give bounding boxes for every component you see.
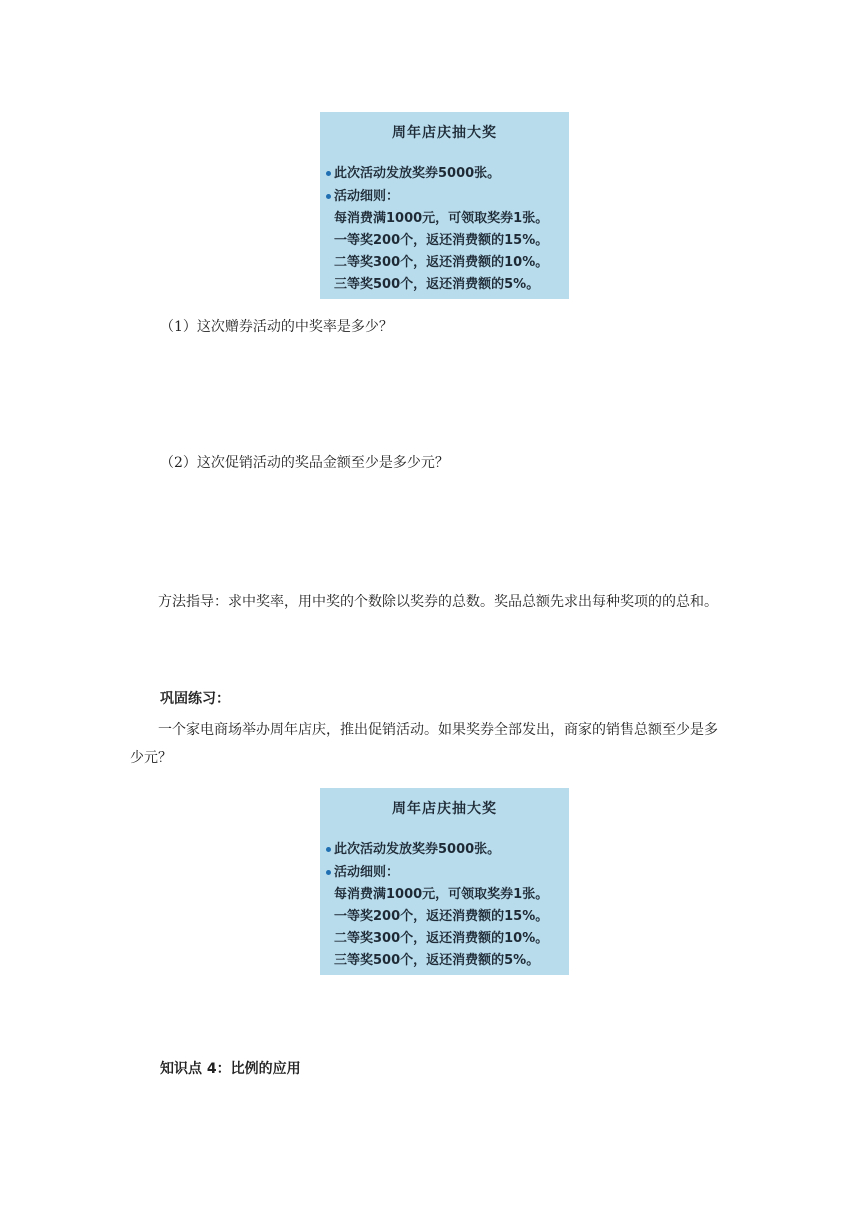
- poster-rule-2: 一等奖200个，返还消费额的15%。: [334, 233, 549, 248]
- knowledge-point-heading: 知识点 4：比例的应用: [160, 1061, 301, 1077]
- poster-title: 周年店庆抽大奖: [392, 125, 497, 141]
- poster-rule-3: 二等奖300个，返还消费额的10%。: [334, 931, 549, 946]
- poster-bullet-1: 此次活动发放奖券5000张。: [326, 838, 500, 857]
- bullet-dot-icon: [326, 847, 331, 852]
- promo-poster-bottom: [320, 788, 569, 975]
- question-2: （2）这次促销活动的奖品金额至少是多少元？: [160, 455, 449, 471]
- poster-bullet-2: 活动细则：: [326, 185, 399, 204]
- practice-text: 一个家电商场举办周年店庆，推出促销活动。如果奖券全部发出，商家的销售总额至少是多少元？: [130, 722, 718, 766]
- poster-rule-1: 每消费满1000元，可领取奖券1张。: [334, 211, 549, 226]
- poster-title: 周年店庆抽大奖: [392, 801, 497, 817]
- poster-bullet-2: 活动细则：: [326, 861, 399, 880]
- bullet-dot-icon: [326, 171, 331, 176]
- bullet-dot-icon: [326, 870, 331, 875]
- poster-bullet-1: 此次活动发放奖券5000张。: [326, 162, 500, 181]
- poster-rule-4: 三等奖500个，返还消费额的5%。: [334, 953, 540, 968]
- poster-rule-3: 二等奖300个，返还消费额的10%。: [334, 255, 549, 270]
- poster-rule-1: 每消费满1000元，可领取奖券1张。: [334, 887, 549, 902]
- poster-rule-4: 三等奖500个，返还消费额的5%。: [334, 277, 540, 292]
- method-guide: 方法指导：求中奖率，用中奖的个数除以奖券的总数。奖品总额先求出每种奖项的的总和。: [158, 594, 718, 610]
- practice-heading: 巩固练习：: [160, 691, 230, 707]
- promo-poster-top: [320, 112, 569, 299]
- bullet-dot-icon: [326, 194, 331, 199]
- question-1: （1）这次赠券活动的中奖率是多少？: [160, 319, 393, 335]
- poster-rule-2: 一等奖200个，返还消费额的15%。: [334, 909, 549, 924]
